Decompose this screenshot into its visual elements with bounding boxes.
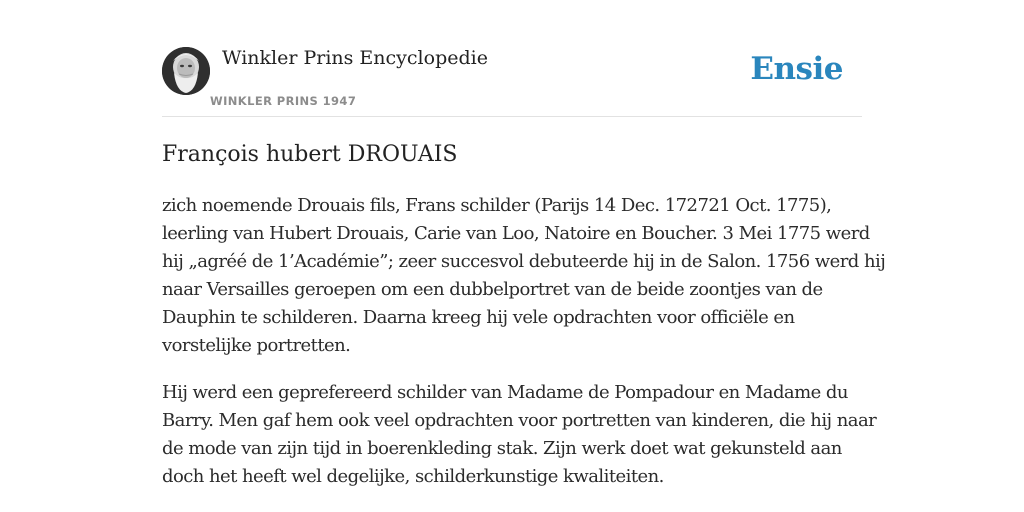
text-line: Dauphin te schilderen. Daarna kreeg hij vele opdrachten voor officiële en bbox=[162, 307, 795, 328]
publication-name[interactable]: Winkler Prins Encyclopedie bbox=[222, 47, 488, 69]
publication-avatar[interactable] bbox=[162, 47, 210, 95]
publication-edition: WINKLER PRINS 1947 bbox=[210, 94, 357, 108]
article-title: François hubert DROUAIS bbox=[162, 142, 458, 167]
text-line: zich noemende Drouais fils, Frans schilder (Parijs 14 Dec. 172721 Oct. 1775), bbox=[162, 195, 832, 216]
article-paragraph bbox=[162, 192, 886, 360]
text-line: vorstelijke portretten. bbox=[162, 335, 351, 356]
article-paragraph bbox=[162, 379, 877, 491]
text-line: hij „agréé de 1’Académie”; zeer succesvol debuteerde hij in de Salon. 1756 werd hij bbox=[162, 251, 886, 272]
bearded-man-portrait-icon bbox=[162, 47, 210, 95]
text-line: de mode van zijn tijd in boerenkleding stak. Zijn werk doet wat gekunsteld aan bbox=[162, 438, 842, 459]
text-line: naar Versailles geroepen om een dubbelportret van de beide zoontjes van de bbox=[162, 279, 823, 300]
text-line: doch het heeft wel degelijke, schilderkunstige kwaliteiten. bbox=[162, 466, 664, 487]
publication-header bbox=[162, 0, 862, 117]
text-line: leerling van Hubert Drouais, Carie van Loo, Natoire en Boucher. 3 Mei 1775 werd bbox=[162, 223, 870, 244]
article-card bbox=[162, 0, 886, 512]
ensie-logo[interactable]: Ensie bbox=[750, 51, 843, 87]
text-line: Barry. Men gaf hem ook veel opdrachten voor portretten van kinderen, die hij naar bbox=[162, 410, 877, 431]
article-body bbox=[162, 192, 886, 510]
text-line: Hij werd een geprefereerd schilder van Madame de Pompadour en Madame du bbox=[162, 382, 848, 403]
